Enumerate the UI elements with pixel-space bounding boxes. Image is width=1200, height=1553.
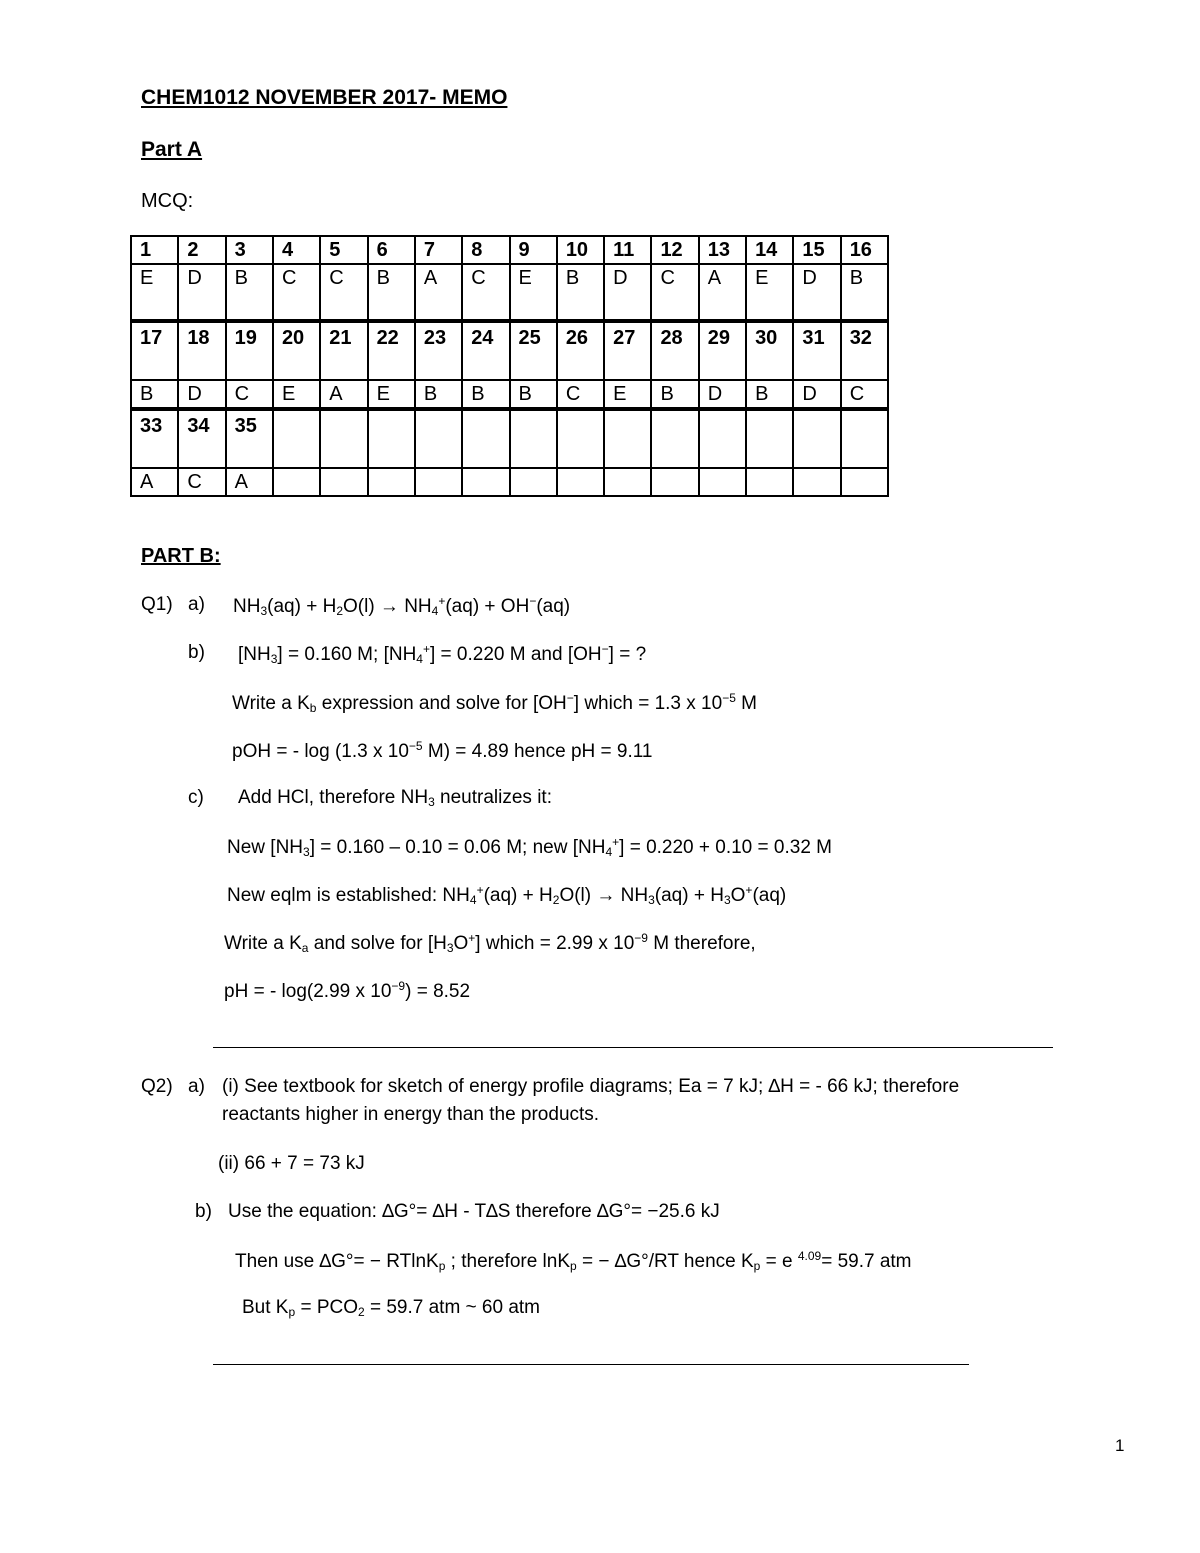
mcq-question-number: 30 (746, 321, 793, 380)
mcq-answer (651, 468, 698, 496)
text-run: ] which = 1.3 x 10 (573, 693, 723, 714)
mcq-question-number: 15 (793, 236, 840, 264)
text-run: ] = 0.220 + 0.10 = 0.32 M (619, 837, 832, 858)
mcq-question-number (368, 409, 415, 468)
mcq-answer: E (604, 380, 651, 409)
mcq-question-number (415, 409, 462, 468)
superscript: −5 (722, 691, 736, 705)
mcq-number-row (131, 236, 888, 264)
mcq-answer (604, 468, 651, 496)
mcq-answer: C (178, 468, 225, 496)
separator-line (213, 1047, 1053, 1048)
q2-b-line3 (242, 1297, 540, 1319)
subscript: 2 (336, 604, 343, 618)
mcq-answer: B (746, 380, 793, 409)
mcq-question-number: 24 (462, 321, 509, 380)
mcq-question-number: 32 (841, 321, 888, 380)
subscript: 3 (303, 845, 310, 859)
mcq-answer: D (793, 380, 840, 409)
mcq-question-number: 21 (320, 321, 367, 380)
mcq-answer: A (131, 468, 178, 496)
mcq-answer (841, 468, 888, 496)
mcq-question-number: 13 (699, 236, 746, 264)
text-run: NH (233, 596, 261, 617)
mcq-answer: A (320, 380, 367, 409)
mcq-answer: C (320, 264, 367, 321)
text-run: New eqlm is established: NH (227, 885, 470, 906)
text-run: Write a K (232, 693, 310, 714)
text-run: New [NH (227, 837, 304, 858)
mcq-question-number (273, 409, 320, 468)
text-run: Add HCl, therefore NH (238, 787, 429, 808)
mcq-answer: D (793, 264, 840, 321)
mcq-question-number: 35 (226, 409, 273, 468)
mcq-answer: B (226, 264, 273, 321)
mcq-answer: C (841, 380, 888, 409)
subscript: a (301, 941, 309, 955)
mcq-question-number: 31 (793, 321, 840, 380)
subscript: 4 (431, 604, 439, 618)
mcq-question-number (462, 409, 509, 468)
mcq-question-number: 17 (131, 321, 178, 380)
mcq-question-number (604, 409, 651, 468)
subscript: 4 (605, 845, 613, 859)
mcq-answer-table (130, 235, 889, 497)
mcq-question-number: 33 (131, 409, 178, 468)
mcq-answer (368, 468, 415, 496)
mcq-question-number: 7 (415, 236, 462, 264)
q1-b-line1 (238, 642, 646, 666)
text-run: ) = 8.52 (405, 981, 471, 1002)
mcq-answer (415, 468, 462, 496)
q1-label: Q1) (141, 594, 173, 615)
text-run: = e (760, 1251, 798, 1272)
superscript: + (476, 883, 484, 897)
mcq-question-number: 22 (368, 321, 415, 380)
mcq-answer: A (415, 264, 462, 321)
mcq-answer: D (604, 264, 651, 321)
mcq-answer: E (368, 380, 415, 409)
mcq-answer-row (131, 380, 888, 409)
text-run: But K (242, 1297, 289, 1318)
q2-b-label: b) (195, 1201, 212, 1222)
mcq-answer: C (462, 264, 509, 321)
mcq-answer: B (131, 380, 178, 409)
mcq-answer: C (557, 380, 604, 409)
mcq-question-number: 14 (746, 236, 793, 264)
q1-b-line3 (232, 739, 653, 763)
superscript: −9 (634, 931, 648, 945)
mcq-answer: A (226, 468, 273, 496)
q2-a-i-line2: reactants higher in energy than the products. (222, 1104, 600, 1125)
mcq-answer: E (510, 264, 557, 321)
text-run: pOH = - log (1.3 x 10 (232, 741, 409, 762)
subscript: 3 (648, 893, 655, 907)
text-run: pH = - log(2.99 x 10 (224, 981, 392, 1002)
text-run: ] which = 2.99 x 10 (475, 933, 635, 954)
mcq-question-number: 23 (415, 321, 462, 380)
document-title: CHEM1012 NOVEMBER 2017- MEMO (141, 86, 508, 109)
mcq-number-row (131, 409, 888, 468)
mcq-answer: E (131, 264, 178, 321)
mcq-question-number: 11 (604, 236, 651, 264)
text-run: (aq) + H (483, 885, 553, 906)
superscript: + (468, 931, 476, 945)
q1-c-line1 (238, 787, 552, 809)
text-run: (aq) (536, 596, 571, 617)
mcq-answer (320, 468, 367, 496)
subscript: 3 (723, 893, 731, 907)
part-b-heading: PART B: (141, 545, 221, 567)
q1-b-line2 (232, 691, 757, 715)
mcq-question-number: 2 (178, 236, 225, 264)
mcq-answer: B (841, 264, 888, 321)
text-run: O (453, 933, 469, 954)
text-run: ; therefore lnK (445, 1251, 571, 1272)
q1-c-line2 (227, 835, 832, 859)
mcq-answer: B (510, 380, 557, 409)
text-run: Write a K (224, 933, 302, 954)
mcq-answer (557, 468, 604, 496)
text-run: ] = 0.160 – 0.10 = 0.06 M; new [NH (309, 837, 606, 858)
mcq-question-number (510, 409, 557, 468)
text-run: (aq) + H (267, 596, 337, 617)
subscript: b (309, 701, 317, 715)
superscript: 4.09 (797, 1249, 822, 1263)
subscript: 3 (260, 604, 268, 618)
subscript: 2 (552, 893, 560, 907)
mcq-question-number: 8 (462, 236, 509, 264)
subscript: p (288, 1305, 296, 1319)
mcq-answer (746, 468, 793, 496)
mcq-question-number: 12 (651, 236, 698, 264)
superscript: − (529, 594, 537, 608)
mcq-question-number (699, 409, 746, 468)
mcq-answer: B (368, 264, 415, 321)
mcq-answer (699, 468, 746, 496)
mcq-question-number (557, 409, 604, 468)
subscript: 4 (469, 893, 477, 907)
mcq-answer: B (462, 380, 509, 409)
text-run: = PCO (295, 1297, 358, 1318)
text-run: (aq) + H (654, 885, 724, 906)
subscript: 3 (446, 941, 454, 955)
q1-a-equation (233, 594, 570, 618)
text-run: ] = 0.220 M and [OH (430, 644, 602, 665)
mcq-answer: C (651, 264, 698, 321)
subscript: 2 (358, 1305, 365, 1319)
mcq-answer (462, 468, 509, 496)
mcq-answer: D (178, 380, 225, 409)
mcq-question-number: 25 (510, 321, 557, 380)
text-run: Then use ∆G°= − RTlnK (235, 1251, 439, 1272)
part-a-heading: Part A (141, 138, 203, 161)
mcq-question-number: 4 (273, 236, 320, 264)
mcq-question-number: 20 (273, 321, 320, 380)
mcq-question-number: 10 (557, 236, 604, 264)
mcq-question-number: 29 (699, 321, 746, 380)
q1-c-line3 (227, 883, 786, 907)
mcq-answer-row (131, 468, 888, 496)
text-run: O (730, 885, 746, 906)
mcq-question-number: 28 (651, 321, 698, 380)
mcq-question-number (793, 409, 840, 468)
text-run: = − ∆G°/RT hence K (576, 1251, 754, 1272)
subscript: p (753, 1259, 761, 1273)
mcq-question-number (651, 409, 698, 468)
q2-a-label: a) (188, 1076, 205, 1097)
mcq-answer: B (415, 380, 462, 409)
text-run: and solve for [H (308, 933, 447, 954)
q2-b-line2 (235, 1249, 912, 1273)
mcq-answer (510, 468, 557, 496)
superscript: + (438, 594, 446, 608)
page-number: 1 (1115, 1436, 1125, 1455)
q1-b-label: b) (188, 642, 205, 663)
mcq-answer-row (131, 264, 888, 321)
mcq-answer: E (273, 380, 320, 409)
q1-a-label: a) (188, 594, 205, 615)
superscript: −5 (408, 739, 423, 753)
mcq-question-number: 27 (604, 321, 651, 380)
mcq-question-number: 1 (131, 236, 178, 264)
text-run: = 59.7 atm (821, 1251, 912, 1272)
mcq-question-number: 3 (226, 236, 273, 264)
mcq-answer: B (651, 380, 698, 409)
mcq-question-number: 9 (510, 236, 557, 264)
subscript: 3 (270, 652, 278, 666)
mcq-answer: B (557, 264, 604, 321)
mcq-label: MCQ: (141, 190, 194, 212)
mcq-question-number (320, 409, 367, 468)
superscript: + (422, 642, 430, 656)
text-run: O(l) → NH (559, 885, 649, 906)
mcq-answer: E (746, 264, 793, 321)
separator-line (213, 1364, 969, 1365)
mcq-answer (273, 468, 320, 496)
q1-c-label: c) (188, 787, 204, 808)
mcq-question-number: 19 (226, 321, 273, 380)
superscript: + (745, 883, 753, 897)
text-run: ] = 0.160 M; [NH (277, 644, 417, 665)
superscript: − (601, 642, 609, 656)
mcq-question-number: 34 (178, 409, 225, 468)
q2-a-i-line1: (i) See textbook for sketch of energy profile diagrams; Ea = 7 kJ; ∆H = - 66 kJ; therefore (222, 1076, 960, 1097)
mcq-answer: D (178, 264, 225, 321)
subscript: 3 (428, 795, 435, 809)
q2-a-ii: (ii) 66 + 7 = 73 kJ (218, 1153, 365, 1174)
mcq-question-number: 16 (841, 236, 888, 264)
q2-b-line1: Use the equation: ∆G°= ∆H - T∆S therefore ∆G°= −25.6 kJ (228, 1201, 720, 1222)
text-run: M therefore, (647, 933, 756, 954)
mcq-answer: D (699, 380, 746, 409)
mcq-answer: C (226, 380, 273, 409)
mcq-answer: A (699, 264, 746, 321)
text-run: (aq) + OH (445, 596, 530, 617)
subscript: p (438, 1259, 446, 1273)
mcq-question-number (841, 409, 888, 468)
text-run: neutralizes it: (434, 787, 552, 808)
mcq-question-number: 5 (320, 236, 367, 264)
text-run: [NH (238, 644, 271, 665)
mcq-question-number: 18 (178, 321, 225, 380)
superscript: + (612, 835, 620, 849)
mcq-answer: C (273, 264, 320, 321)
q1-c-line4 (224, 931, 756, 955)
subscript: p (570, 1259, 577, 1273)
mcq-answer (793, 468, 840, 496)
mcq-question-number (746, 409, 793, 468)
mcq-question-number: 6 (368, 236, 415, 264)
q1-c-line5 (224, 979, 470, 1003)
mcq-question-number: 26 (557, 321, 604, 380)
text-run: M) = 4.89 hence pH = 9.11 (422, 741, 653, 762)
mcq-number-row (131, 321, 888, 380)
text-run: M (735, 693, 757, 714)
text-run: O(l) → NH (343, 596, 432, 617)
subscript: 4 (416, 652, 423, 666)
text-run: (aq) (752, 885, 787, 906)
text-run: expression and solve for [OH (316, 693, 567, 714)
q2-label: Q2) (141, 1076, 173, 1097)
text-run: ] = ? (608, 644, 647, 665)
text-run: = 59.7 atm ~ 60 atm (364, 1297, 541, 1318)
superscript: −9 (391, 979, 406, 993)
superscript: − (566, 691, 574, 705)
